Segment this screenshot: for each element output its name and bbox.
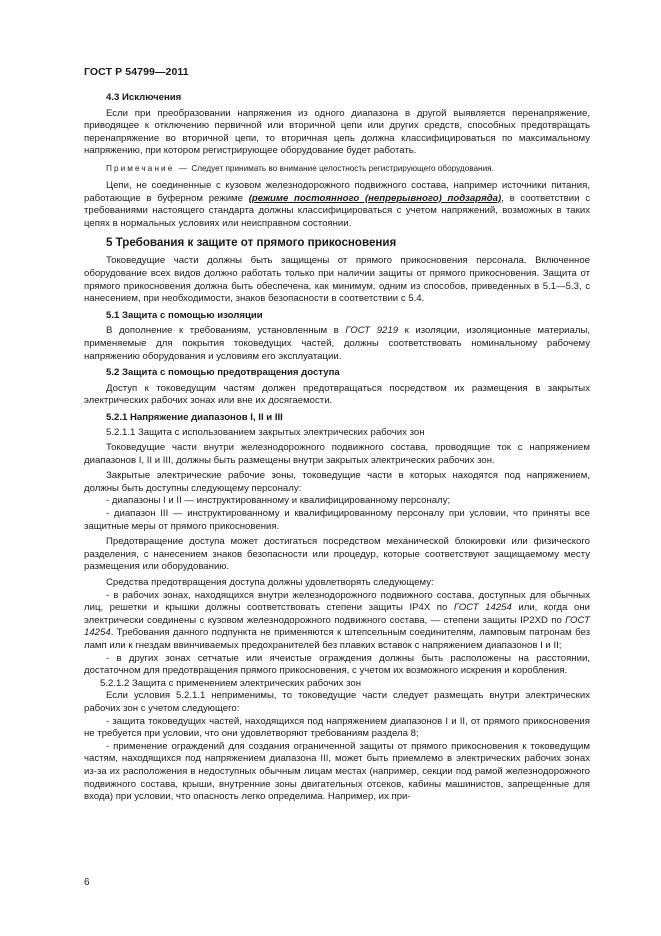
text-span: , в соответствии с требованиями настоящего стандарта должны классифицироваться с учетом напряжений, возможных в таких цепях в нормальных условиях или неисправном состоянии. <box>84 192 590 229</box>
text-span: или, когда они электрически соединены с кузовом железнодорожного подвижного состава, — степени защиты IP2XD по <box>84 602 590 626</box>
paragraph: Токоведущие части внутри железнодорожного подвижного состава, проводящие ток с напряжением диапазонов I, II и III, должны быть размещены внутри закрытых электрических рабочих зон. <box>84 442 590 466</box>
paragraph: Токоведущие части должны быть защищены от прямого прикосновения персонала. Включенное оборудование всех видов должно работать только при наличии защиты от прямого прикосновения. Защита от прямого прикосновения должна быть обеспечена, как минимум, одним из способов, приведенных в 5.1—5.3, с нанесением, при необходимости, знаков безопасности в соответствии с 5.4. <box>84 255 590 305</box>
list-item: - диапазон III — инструктированному и квалифицированному персоналу при условии, что приняты все защитные меры от прямого прикосновения. <box>84 508 590 532</box>
paragraph: Средства предотвращения доступа должны удовлетворять следующему: <box>106 577 434 588</box>
subsection-heading-5-2-1-1: 5.2.1.1 Защита с использованием закрытых электрических рабочих зон <box>106 427 425 439</box>
text-span: В дополнение к требованиям, установленным в <box>106 325 346 337</box>
text-span: к изоляции, изоляционные материалы, применяемые для покрытия токоведущих частей, должны соответствовать номинальному рабочему напряжению оборудования и условиям его эксплуатации. <box>84 325 591 362</box>
note-text: Следует принимать во внимание целостность регистрирующего оборудования. <box>189 163 494 173</box>
paragraph <box>84 180 590 230</box>
text-span: . Требования данного подпункта не применяются к штепсельным соединителям, ламповым патронам без ламп или к гнездам ввинчиваемых предохранителей без плавких вставок с напряжением диапазонов I и II; <box>84 627 590 651</box>
text-span: Цепи, не соединенные с кузовом железнодорожного подвижного состава, например источники питания, работающие в буферном режиме <box>84 179 590 204</box>
paragraph: Закрытые электрические рабочие зоны, токоведущие части в которых находятся под напряжением, должны быть доступны следующему персоналу: <box>84 470 590 494</box>
standard-reference: ГОСТ 9219 <box>345 325 399 337</box>
list-item: - применение ограждений для создания ограниченной защиты от прямого прикосновения к токоведущим частям, находящихся под напряжением диапазона III, может быть приемлемо в электрических рабочих зонах из-за их расположения в недоступных обычным лицам местах (например, секции под рамой железнодорожного подвижного состава, крыши, внутренние зоны двигательных отсеков, кабины машинистов, запрещенные для входа) при условии, что опасность легко определима. Например, их при- <box>84 740 590 803</box>
standard-reference: ГОСТ 14254 <box>453 602 512 614</box>
note-label: Примечание — <box>106 163 190 173</box>
paragraph: Предотвращение доступа может достигаться посредством механической блокировки или физического разделения, с нанесением знаков безопасности или процедур, которые соответствуют защищаемому месту размещения или оборудованию. <box>84 536 590 573</box>
list-item: - диапазоны I и II — инструктированному и квалифицированному персоналу; <box>106 495 451 507</box>
subsection-heading-5-2-1-2: 5.2.1.2 Защита с применением электрических рабочих зон <box>100 677 362 689</box>
document-header-code: ГОСТ Р 54799—2011 <box>84 66 189 78</box>
paragraph: Доступ к токоведущим частям должен предотвращаться посредством их размещения в закрытых электрических рабочих зонах или вне их досягаемости. <box>84 382 590 407</box>
standard-reference: ГОСТ 14254 <box>84 614 590 639</box>
text-span: - в рабочих зонах, находящихся внутри железнодорожного подвижного состава, доступных для обычных лиц, решетки и крышки должны соответствовать степени защиты IP4X по <box>84 589 590 614</box>
section-heading-5-2: 5.2 Защита с помощью предотвращения доступа <box>106 367 340 379</box>
note <box>84 163 590 175</box>
section-heading-4-3: 4.3 Исключения <box>106 92 182 103</box>
list-item: - в других зонах сетчатые или ячеистые ограждения должны быть расположены на расстоянии, достаточном для предотвращения прямого прикосновения, с учетом их возможного искрения и коробления. <box>84 652 590 677</box>
document-body <box>84 92 590 804</box>
page-number: 6 <box>84 877 90 888</box>
section-heading-5: 5 Требования к защите от прямого прикосновения <box>106 236 397 250</box>
paragraph: Если условия 5.2.1.1 неприменимы, то токоведущие части следует размещать внутри электрических рабочих зон с учетом следующего: <box>84 690 590 714</box>
paragraph: Если при преобразовании напряжения из одного диапазона в другой выявляется перенапряжение, приводящее к отключению первичной или вторичной цепи или других средств, способных предотвращать перенапряжение во вторичной цепи, то вторичная цепь должна классифицироваться по максимальному напряжению, при котором регистрирующее оборудование будет работать. <box>84 107 590 157</box>
paragraph <box>84 325 590 363</box>
list-item: - защита токоведущих частей, находящихся под напряжением диапазонов I и II, от прямого прикосновения не требуется при условии, что они удовлетворяют требованиям раздела 8; <box>84 715 590 740</box>
section-heading-5-1: 5.1 Защита с помощью изоляции <box>106 309 263 321</box>
emphasis-text: (режиме постоянного (непрерывного) подзаряда) <box>248 192 502 204</box>
list-item <box>84 590 590 653</box>
section-heading-5-2-1: 5.2.1 Напряжение диапазонов I, II и III <box>106 411 283 423</box>
